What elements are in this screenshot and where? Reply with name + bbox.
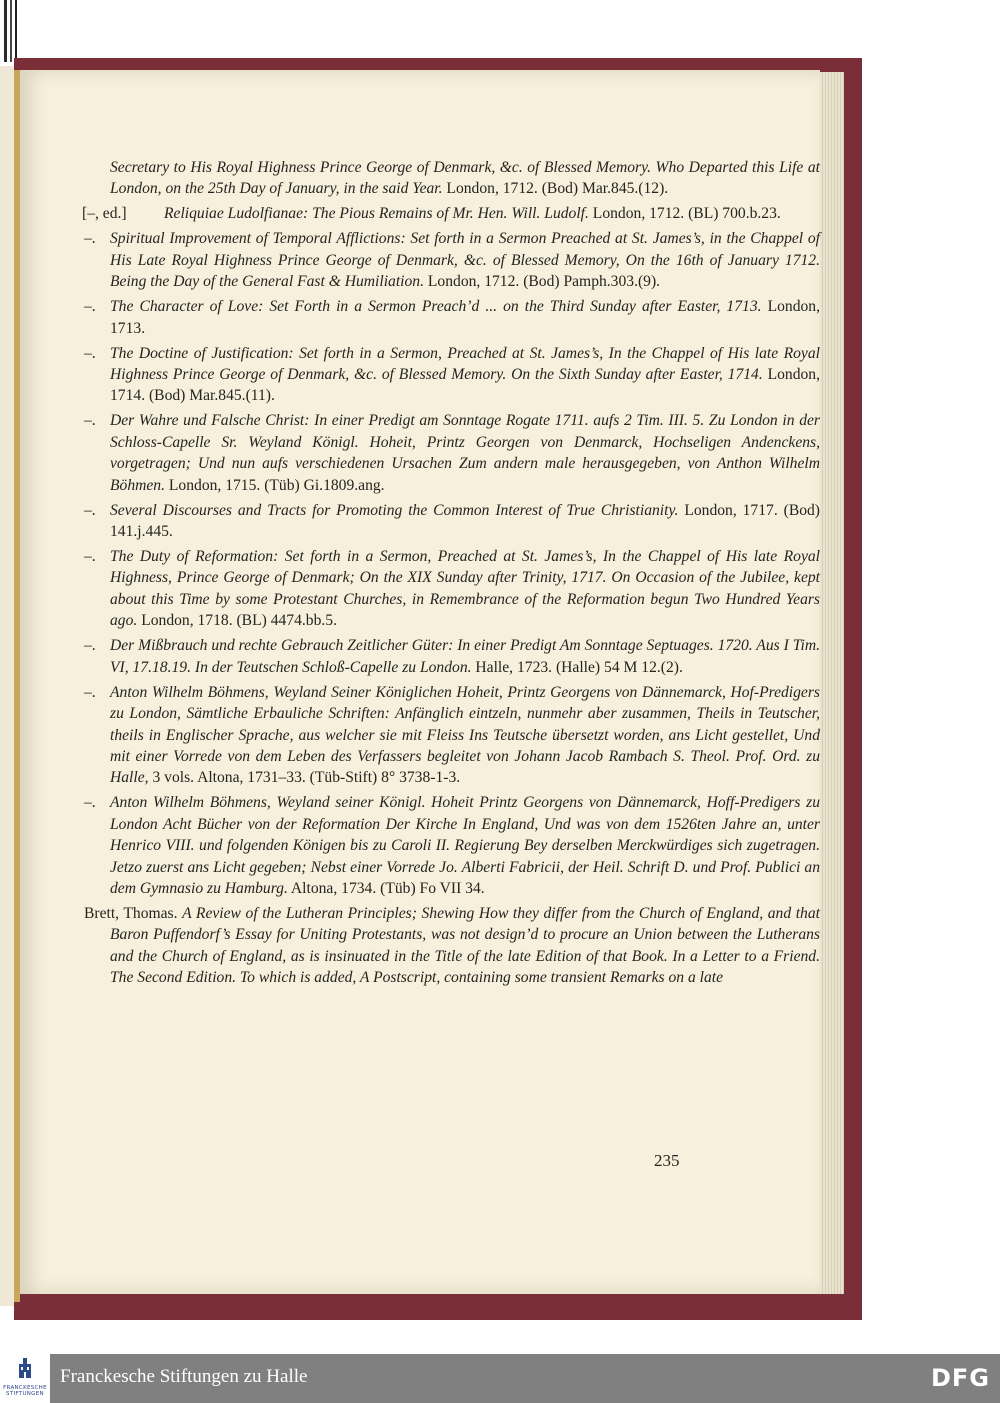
entry-imprint: London, 1718. (BL) 4474.bb.5.: [137, 612, 337, 630]
entry-imprint: Altona, 1734. (Tüb) Fo VII 34.: [287, 879, 485, 897]
entry-imprint: London, 1714. (Bod) Mar.845.(11).: [110, 366, 820, 405]
logo-caption: [2, 1385, 48, 1397]
entry-title: The Character of Love: Set Forth in a Sermon Preach’d ... on the Third Sunday after Easter, 1713.: [110, 298, 762, 316]
entry-imprint: London, 1712. (Bod) Pamph.303.(9).: [424, 273, 661, 291]
entry-imprint: London, 1712. (Bod) Mar.845.(12).: [442, 180, 669, 198]
entry-imprint: London, 1715. (Tüb) Gi.1809.ang.: [165, 476, 385, 494]
bibliography-entry: [60, 792, 820, 899]
entry-marker: –.: [84, 412, 96, 430]
logo-text-line-2: STIFTUNGEN: [6, 1391, 44, 1397]
entry-imprint: 3 vols. Altona, 1731–33. (Tüb-Stift) 8° 3738-1-3.: [148, 769, 461, 787]
page-number: 235: [654, 1151, 680, 1170]
entry-marker: [–, ed.]: [82, 205, 127, 223]
entry-title: A Review of the Lutheran Principles; Shewing How they differ from the Church of England, and that Baron Puffendorf’s Essay for Uniting Protestants, was not design’d to procure an Union between the Lutherans and the Church of England, as is insinuated in the Title of the late Edition of that Book. In a Letter to a Friend. The Second Edition. To which is added, A Postscript, containing some transient Remarks on a late: [110, 904, 820, 987]
entry-imprint: London, 1717. (Bod) 141.j.445.: [110, 501, 821, 541]
entry-title: Secretary to His Royal Highness Prince George of Denmark, &c. of Blessed Memory. Who Departed this Life at London, on the 25th Day of January, in the said Year.: [110, 159, 820, 198]
bibliography-entry: [60, 203, 820, 224]
entry-title: Reliquiae Ludolfianae: The Pious Remains of Mr. Hen. Will. Ludolf.: [164, 205, 589, 223]
bibliography-entry: [60, 635, 820, 678]
entry-marker: –.: [84, 230, 96, 248]
institution-logo[interactable]: [0, 1354, 50, 1403]
bibliography-entry: [60, 343, 820, 407]
entry-title: Anton Wilhelm Böhmens, Weyland Seiner Königlichen Hoheit, Printz Georgens von Dännemarck, Hof-Predigers zu London, Sämtliche Erbauliche Schriften: Anfänglich eintzeln, nunmehr aber zusammen, Theils in Teutscher, theils in Englischer Sprache, aus welcher sie mit Fleiss Ins Teutsche übersetzt worden, ans Licht gestellet, Und mit einer Vorrede von dem Leben des Verfassers begleitet von Johann Jacob Rambach S. Theol. Prof. Ord. zu Halle,: [110, 683, 820, 787]
entry-title: Anton Wilhelm Böhmens, Weyland seiner Königl. Hoheit Printz Georgens von Dännemarck, Hoff-Predigers zu London Acht Bücher von der Reformation Der Kirche In England, Und was von dem 1526ten Jahre an, unter Henrico VIII. und folgenden Königen bis zu Caroli II. Regierung Bey derselben Merckwürdiges sich zugetragen. Jetzo zuerst ans Licht gegeben; Nebst einer Vorrede Jo. Alberti Fabricii, der Heil. Schrift D. und Prof. Publici an dem Gymnasio zu Hamburg.: [110, 794, 820, 897]
entry-imprint: London, 1712. (BL) 700.b.23.: [588, 205, 781, 223]
bibliography-entry: [60, 72, 820, 200]
viewer-footer: [0, 1354, 1000, 1403]
entry-marker: –.: [84, 548, 96, 566]
entry-imprint: London, 1713.: [110, 298, 821, 337]
facing-page-edge: [0, 66, 14, 1306]
entry-marker: –.: [84, 794, 96, 812]
entry-marker: –.: [84, 298, 96, 316]
bibliography-entry-author: [60, 903, 820, 989]
bibliography-entry: [60, 682, 820, 789]
bibliography-entry: [60, 228, 820, 292]
entry-marker: –.: [84, 637, 96, 655]
page-stack-edge: [820, 72, 844, 1294]
entry-title: The Duty of Reformation: Set forth in a Sermon, Preached at St. James’s, In the Chappel of His late Royal Highness, Prince George of Denmark; On the XIX Sunday after Trinity, 1717. On Occasion of the Jubilee, kept about this Time by some Protestant Churches, in Remembrance of the Reformation begun Two Hundred Years ago.: [110, 548, 820, 630]
bibliography-entry: [60, 500, 820, 543]
bibliography-text: [60, 72, 820, 992]
entry-author: Brett, Thomas.: [84, 904, 178, 922]
entry-title: Spiritual Improvement of Temporal Afflictions: Set forth in a Sermon Preached at St. James’s, in the Chappel of His Late Royal Highness Prince George of Denmark, &c. of Blessed Memory, On the 16th of January 1712. Being the Day of the General Fast & Humiliation.: [110, 230, 820, 291]
binding-thread: [4, 0, 22, 62]
logo-text-line-1: FRANCKESCHE: [3, 1385, 47, 1391]
bibliography-entry: [60, 410, 820, 496]
bibliography-entry: [60, 296, 820, 339]
entry-title: The Doctine of Justification: Set forth in a Sermon, Preached at St. James’s, In the Chappel of His late Royal Highness Prince George of Denmark, &c. of Blessed Memory. On the Sixth Sunday after Easter, 1714.: [110, 344, 820, 384]
institution-name[interactable]: Franckesche Stiftungen zu Halle: [60, 1366, 308, 1387]
bibliography-entry: [60, 546, 820, 632]
building-icon: [18, 1358, 32, 1380]
entry-marker: –.: [84, 344, 96, 362]
dfg-logo[interactable]: DFG: [930, 1364, 990, 1392]
entry-title: Several Discourses and Tracts for Promoting the Common Interest of True Christianity.: [110, 501, 679, 519]
entry-marker: –.: [84, 683, 96, 701]
entry-imprint: Halle, 1723. (Halle) 54 M 12.(2).: [471, 658, 683, 676]
entry-marker: –.: [84, 501, 96, 519]
entry-title: Der Wahre und Falsche Christ: In einer Predigt am Sonntage Rogate 1711. aufs 2 Tim. III. 5. Zu London in der Schloss-Capelle Sr. Weyland Königl. Hoheit, Printz Georgen von Denmarck, Hochseligen Andenckens, vorgetragen; Und nun aufs verschiedenen Ursachen Zum andern male herausgegeben, von Anthon Wilhelm Böhmen.: [110, 412, 820, 494]
entry-title: Der Mißbrauch und rechte Gebrauch Zeitlicher Güter: In einer Predigt Am Sonntage Septuages. 1720. Aus I Tim. VI, 17.18.19. In der Teutschen Schloß-Capelle zu London.: [110, 637, 820, 676]
